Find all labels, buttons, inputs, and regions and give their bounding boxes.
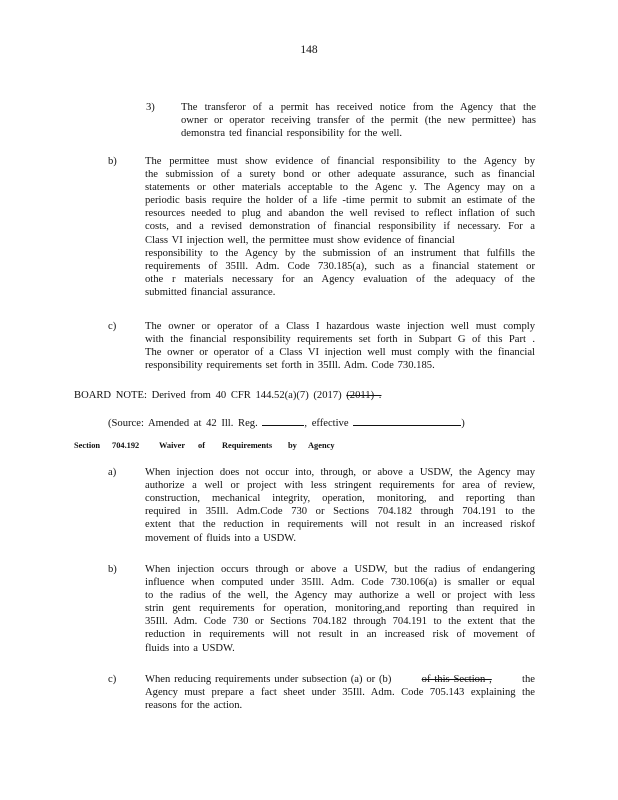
section-title-word: Agency [308, 441, 335, 450]
text-line: the submission of a surety bond or other adequate assurance, such as financial [145, 169, 535, 181]
section-word: Section [74, 441, 101, 450]
text-line: resources needed to plug and abandon the well revised to reflect inflation of such [145, 208, 535, 220]
source-close: ) [461, 418, 465, 429]
text-line: Agency must prepare a fact sheet under 35Ill. Adm. Code 705.143 explaining the [145, 687, 535, 699]
text-line: influence when computed under 35Ill. Adm. Code 730.106(a) is smaller or equal [145, 577, 535, 589]
text-line: required in 35Ill. Adm.Code 730 or Sections 704.182 through 704.191 to the [145, 506, 535, 518]
text-line: fluids into a USDW. [145, 642, 235, 654]
text-line: extent that the reduction in requirements will not result in an increased riskof [145, 519, 535, 531]
item-label: c) [108, 321, 117, 332]
text-line: reasons for the action. [145, 700, 243, 712]
text-line: with the financial responsibility requirements set forth in Subpart G of this Part . [145, 334, 535, 346]
text-line: The owner or operator of a Class I hazardous waste injection well must comply [145, 321, 535, 332]
text-line: to the radius of the well, the Agency may authorize a well or project with less [145, 590, 535, 602]
item-label: b) [108, 156, 117, 167]
page-number: 148 [300, 44, 318, 56]
board-note-struck: (2011) . [346, 390, 382, 401]
text-line: reduction in requirements will not result in an increased risk of movement of [145, 629, 535, 641]
text-line: responsibility to the Agency by the submission of an instrument that fulfills the [145, 247, 535, 259]
text-line: periodic basis require the holder of a life -time permit to submit an estimate of the [145, 195, 535, 207]
text-line: When injection does not occur into, through, or above a USDW, the Agency may [145, 467, 535, 478]
text-line: movement of fluids into a USDW. [145, 532, 296, 544]
source-effective: , effective [304, 418, 349, 429]
struck-text: of this Section , [421, 674, 492, 685]
text-line: strin gent requirements for operation, monitoring,and reporting than required in [145, 603, 535, 615]
text-line: requirements of 35Ill. Adm. Code 730.185(a), such as a financial statement or [145, 260, 535, 272]
section-title-word: by [288, 441, 297, 450]
text-line: othe r materials necessary for an Agency evaluation of the adequacy of the [145, 273, 535, 285]
text-segment: the [522, 674, 535, 685]
board-note-text: BOARD NOTE: Derived from 40 CFR 144.52(a)(7) (2017) [74, 390, 342, 401]
text-line: 35Ill. Adm. Code 730 or Sections 704.182 through 704.191 to the extent that the [145, 616, 535, 628]
text-line: owner or operator receiving transfer of the permit (the new permittee) has [181, 115, 536, 127]
text-line: The owner or operator of a Class VI injection well must comply with the financial [145, 347, 535, 359]
text-segment: When reducing requirements under subsection (a) or (b) [145, 674, 392, 685]
text-line: construction, mechanical integrity, operation, monitoring, and reporting than [145, 493, 535, 505]
text-line: statements or other materials acceptable to the Agenc y. The Agency may on a [145, 182, 535, 194]
text-line: authorize a well or project with less stringent requirements for area of review, [145, 480, 535, 492]
section-title-word: Waiver [159, 441, 186, 450]
section-number: 704.192 [112, 441, 140, 450]
section-title-word: of [198, 441, 205, 450]
board-note [74, 389, 381, 402]
text-line: submitted financial assurance. [145, 287, 276, 298]
text-line: The permittee must show evidence of financial responsibility to the Agency by [145, 156, 535, 167]
section-title-word: Requirements [222, 441, 273, 450]
text-line: costs, and a revised demonstration of financial responsibility if necessary. For a [145, 221, 535, 233]
blank-reg-number [262, 415, 304, 426]
item-label: c) [108, 674, 117, 685]
text-line [145, 673, 535, 686]
blank-effective-date [353, 415, 461, 426]
text-line: Class VI injection well, the permittee must show evidence of financial [145, 234, 455, 246]
text-line: responsibility requirements set forth in 35Ill. Adm. Code 730.185. [145, 360, 435, 372]
text-line: demonstra ted financial responsibility for the well. [181, 128, 403, 140]
item-label: a) [108, 467, 117, 478]
text-line: The transferor of a permit has received notice from the Agency that the [181, 102, 536, 113]
source-line [108, 415, 465, 430]
item-label: 3) [146, 102, 155, 113]
source-open: (Source: Amended at 42 Ill. Reg. [108, 418, 258, 429]
item-label: b) [108, 564, 117, 575]
text-line: When injection occurs through or above a USDW, but the radius of endangering [145, 564, 535, 575]
